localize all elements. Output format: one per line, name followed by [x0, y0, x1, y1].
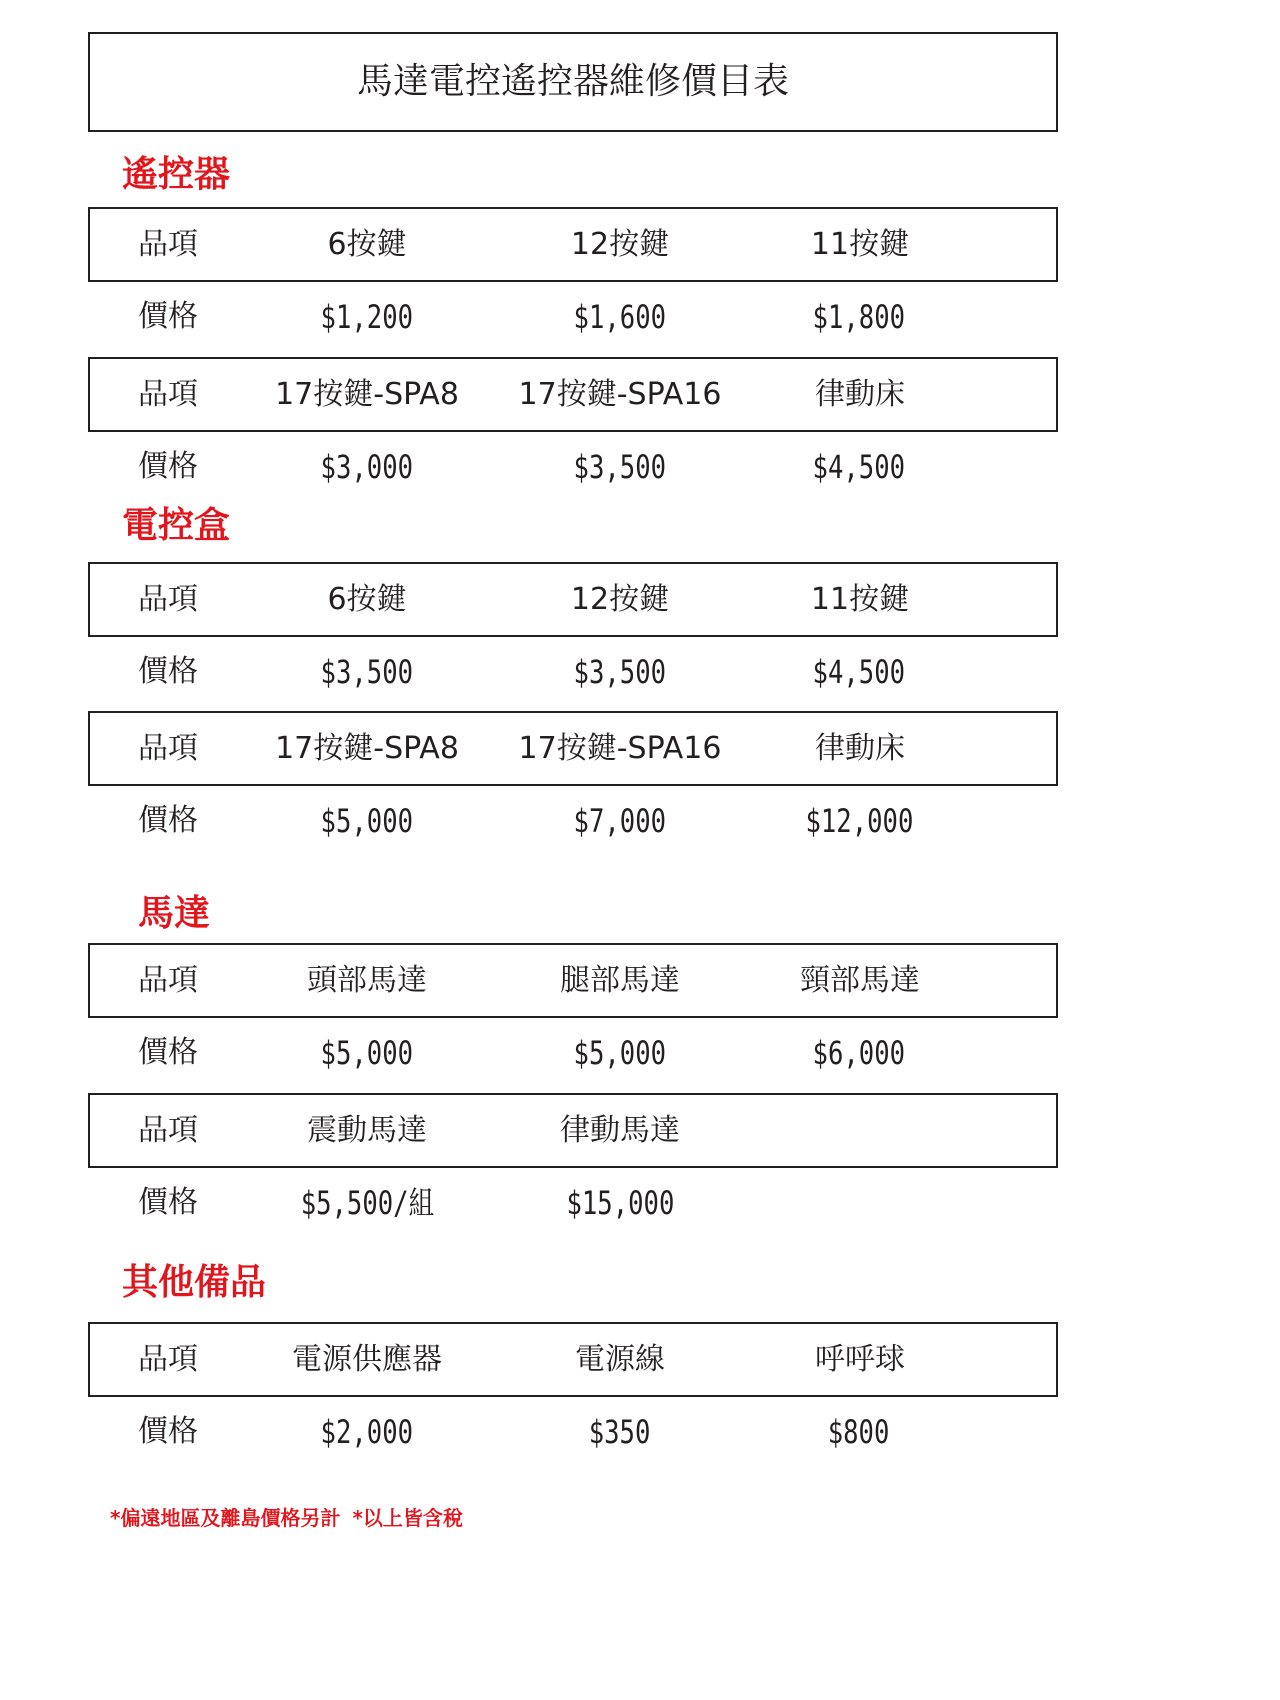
- price-row: [88, 432, 1058, 502]
- item-name: 6按鍵: [327, 582, 407, 617]
- price-value: $1,600: [573, 298, 667, 336]
- price-value: $5,000: [320, 802, 414, 840]
- price-cell: [247, 1018, 487, 1090]
- remote-table-1: [88, 207, 1058, 352]
- price-cell: [739, 432, 979, 504]
- item-name: 12按鍵: [570, 582, 670, 617]
- item-name: 頸部馬達: [800, 963, 920, 998]
- item-name: 震動馬達: [307, 1113, 427, 1148]
- price-value: $3,500: [573, 653, 667, 691]
- price-label: 價格: [138, 803, 198, 838]
- price-cell: [247, 432, 487, 504]
- item-name: 律動床: [815, 731, 905, 766]
- item-row: [88, 207, 1058, 282]
- price-value: $2,000: [320, 1413, 414, 1451]
- price-cell: [500, 786, 740, 858]
- price-value: $5,000: [573, 1034, 667, 1072]
- price-label: 價格: [138, 449, 198, 484]
- item-row: [88, 1322, 1058, 1397]
- price-value: $6,000: [812, 1034, 906, 1072]
- price-value: $5,000: [320, 1034, 414, 1072]
- item-label: 品項: [138, 731, 198, 766]
- item-name: 呼呼球: [815, 1342, 905, 1377]
- footer-note-remote-areas: *偏遠地區及離島價格另計: [110, 1506, 341, 1530]
- price-value: $3,500: [320, 653, 414, 691]
- item-row: [88, 943, 1058, 1018]
- price-row: [88, 282, 1058, 352]
- section-heading-control-box: 電控盒: [122, 505, 231, 546]
- control-box-table-2: [88, 711, 1058, 856]
- item-row: [88, 711, 1058, 786]
- remote-table-2: [88, 357, 1058, 502]
- price-value: $12,000: [805, 802, 913, 840]
- price-label: 價格: [138, 1414, 198, 1449]
- price-cell: [739, 1397, 979, 1469]
- price-row: [88, 637, 1058, 707]
- price-label: 價格: [138, 1185, 198, 1220]
- price-cell: [247, 282, 487, 354]
- price-row: [88, 1168, 1058, 1238]
- price-value: $1,800: [812, 298, 906, 336]
- price-cell: [500, 637, 740, 709]
- price-cell: [500, 432, 740, 504]
- item-label: 品項: [138, 377, 198, 412]
- price-cell: [247, 1168, 487, 1240]
- price-label: 價格: [138, 299, 198, 334]
- item-name: 律動馬達: [560, 1113, 680, 1148]
- item-name: 12按鍵: [570, 227, 670, 262]
- item-name: 頭部馬達: [307, 963, 427, 998]
- item-name: 腿部馬達: [560, 963, 680, 998]
- price-row: [88, 1018, 1058, 1088]
- footer-notes: [110, 1505, 463, 1531]
- price-value: $1,200: [320, 298, 414, 336]
- motor-table-1: [88, 943, 1058, 1088]
- item-name: 電源供應器: [292, 1342, 442, 1377]
- price-value: $4,500: [812, 448, 906, 486]
- price-label: 價格: [138, 1035, 198, 1070]
- price-cell: [500, 282, 740, 354]
- section-heading-remote: 遙控器: [122, 154, 231, 195]
- price-value: $3,500: [573, 448, 667, 486]
- item-name: 6按鍵: [327, 227, 407, 262]
- price-value: $15,000: [566, 1184, 674, 1222]
- item-name: 17按鍵-SPA16: [518, 731, 722, 766]
- price-value: $3,000: [320, 448, 414, 486]
- price-cell: [739, 637, 979, 709]
- item-name: 17按鍵-SPA8: [275, 731, 459, 766]
- item-label: 品項: [138, 227, 198, 262]
- price-row: [88, 786, 1058, 856]
- item-row: [88, 1093, 1058, 1168]
- price-cell: [247, 637, 487, 709]
- price-value: $4,500: [812, 653, 906, 691]
- price-value: $5,500/組: [300, 1184, 434, 1222]
- item-label: 品項: [138, 1113, 198, 1148]
- item-label: 品項: [138, 963, 198, 998]
- footer-note-tax-included: *以上皆含稅: [352, 1506, 463, 1530]
- item-label: 品項: [138, 582, 198, 617]
- control-box-table-1: [88, 562, 1058, 707]
- section-heading-motor: 馬達: [138, 893, 211, 934]
- price-cell: [500, 1018, 740, 1090]
- price-value: $350: [589, 1413, 651, 1451]
- other-parts-table-1: [88, 1322, 1058, 1467]
- motor-table-2: [88, 1093, 1058, 1238]
- item-row: [88, 357, 1058, 432]
- item-name: 17按鍵-SPA16: [518, 377, 722, 412]
- item-name: 11按鍵: [810, 582, 910, 617]
- item-row: [88, 562, 1058, 637]
- price-cell: [739, 1018, 979, 1090]
- page-title-box: [88, 32, 1058, 132]
- price-cell: [739, 786, 979, 858]
- price-cell: [500, 1397, 740, 1469]
- price-label: 價格: [138, 654, 198, 689]
- item-name: 11按鍵: [810, 227, 910, 262]
- page-title: 馬達電控遙控器維修價目表: [356, 61, 789, 102]
- price-value: $800: [828, 1413, 890, 1451]
- price-cell: [247, 786, 487, 858]
- price-cell: [739, 282, 979, 354]
- item-name: 電源線: [575, 1342, 665, 1377]
- item-label: 品項: [138, 1342, 198, 1377]
- price-cell: [247, 1397, 487, 1469]
- item-name: 律動床: [815, 377, 905, 412]
- price-row: [88, 1397, 1058, 1467]
- price-value: $7,000: [573, 802, 667, 840]
- section-heading-other-parts: 其他備品: [122, 1262, 267, 1303]
- price-cell: [500, 1168, 740, 1240]
- item-name: 17按鍵-SPA8: [275, 377, 459, 412]
